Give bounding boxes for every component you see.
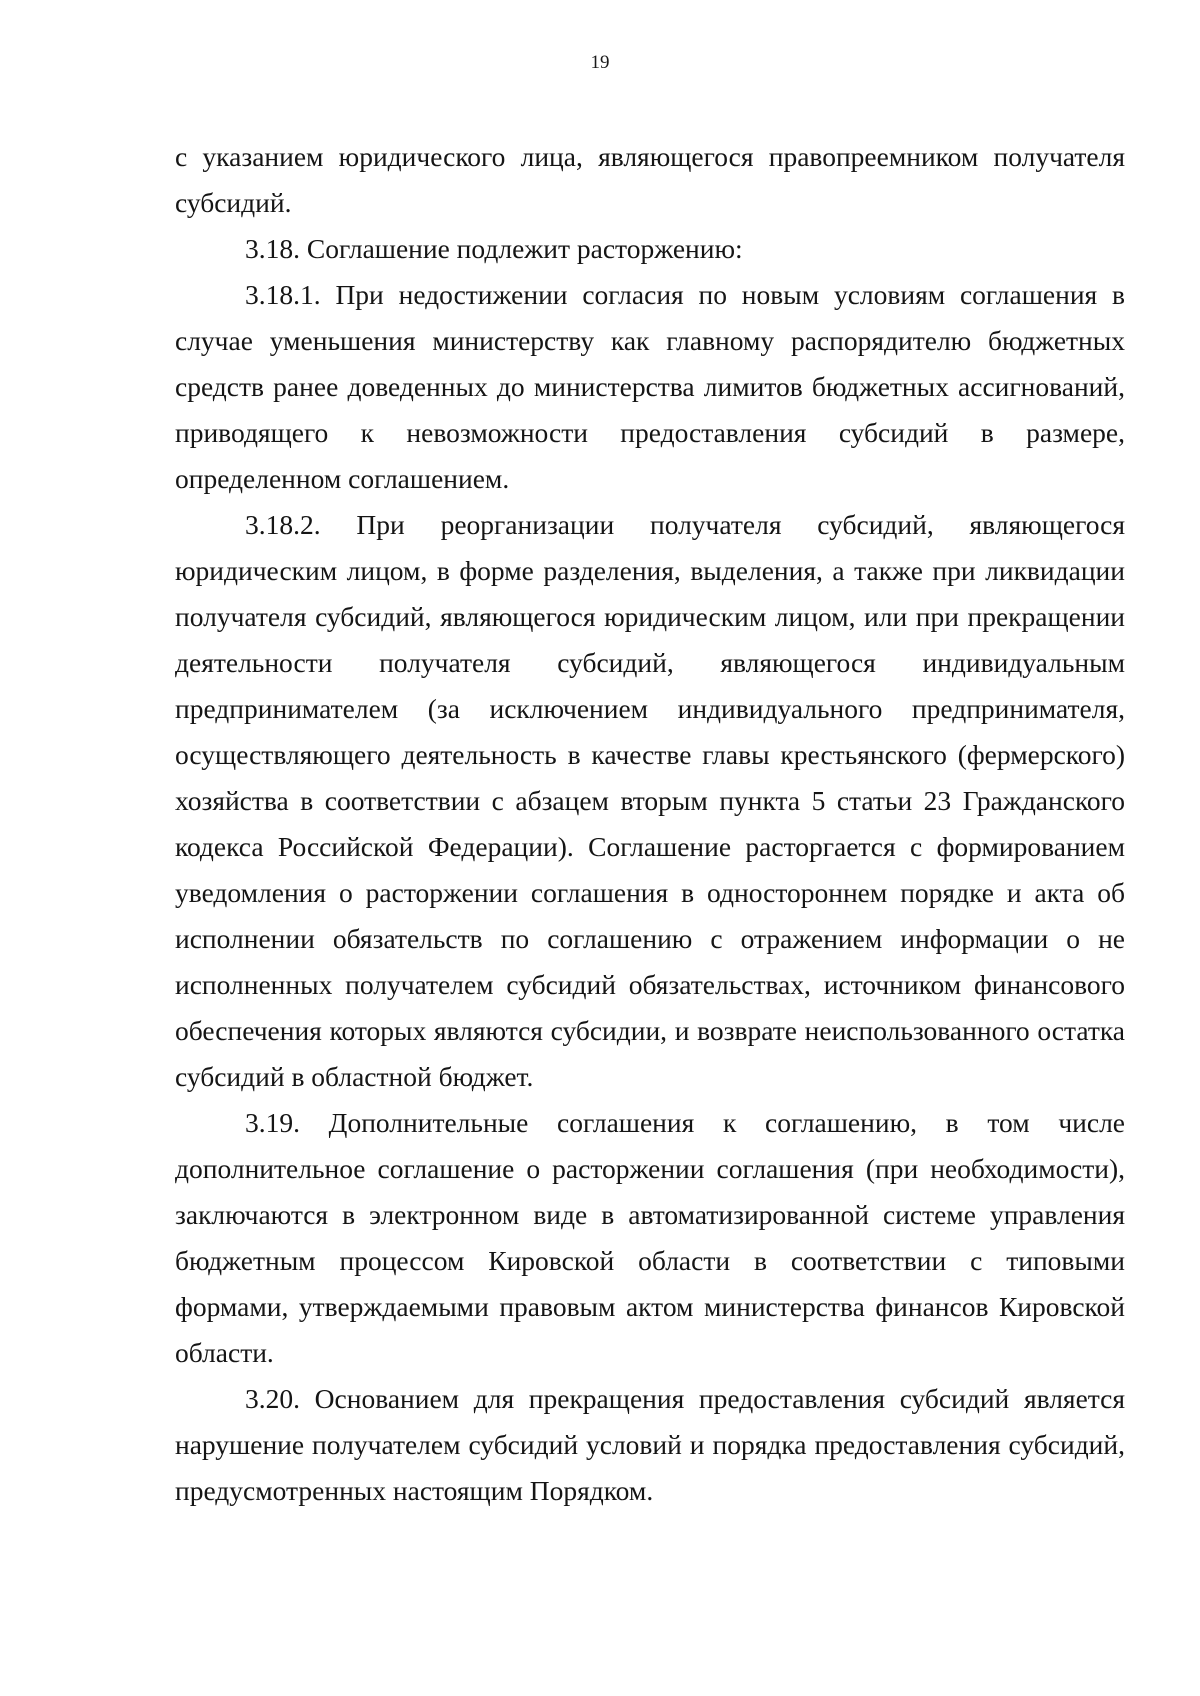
paragraph-3-18-2: 3.18.2. При реорганизации получателя субсидий, являющегося юридическим лицом, в форме разделения, выделения, а также при ликвидации получателя субсидий, являющегося юридическим лицом, или при прекращении деятельности получателя субсидий, являющегося индивидуальным предпринимателем (за исключением индивидуального предпринимателя, осуществляющего деятельность в качестве главы крестьянского (фермерского) хозяйства в соответствии с абзацем вторым пункта 5 статьи 23 Гражданского кодекса Российской Федерации). Соглашение расторгается с формированием уведомления о расторжении соглашения в одностороннем порядке и акта об исполнении обязательств по соглашению с отражением информации о не исполненных получателем субсидий обязательствах, источником финансового обеспечения которых являются субсидии, и возврате неиспользованного остатка субсидий в областной бюджет.	[175, 509, 1125, 1092]
paragraph-3-19: 3.19. Дополнительные соглашения к соглашению, в том числе дополнительное соглашение о расторжении соглашения (при необходимости), заключаются в электронном виде в автоматизированной системе управления бюджетным процессом Кировской области в соответствии с типовыми формами, утверждаемыми правовым актом министерства финансов Кировской области.	[175, 1107, 1125, 1368]
paragraph-continuation: с указанием юридического лица, являющегося правопреемником получателя субсидий.	[175, 141, 1125, 218]
document-body	[175, 134, 1125, 1514]
page-number: 19	[590, 52, 610, 73]
paragraph-3-18-1: 3.18.1. При недостижении согласия по новым условиям соглашения в случае уменьшения министерству как главному распорядителю бюджетных средств ранее доведенных до министерства лимитов бюджетных ассигнований, приводящего к невозможности предоставления субсидий в размере, определенном соглашением.	[175, 279, 1125, 494]
paragraph-3-20: 3.20. Основанием для прекращения предоставления субсидий является нарушение получателем субсидий условий и порядка предоставления субсидий, предусмотренных настоящим Порядком.	[175, 1383, 1125, 1506]
paragraph-3-18: 3.18. Соглашение подлежит расторжению:	[245, 233, 743, 264]
